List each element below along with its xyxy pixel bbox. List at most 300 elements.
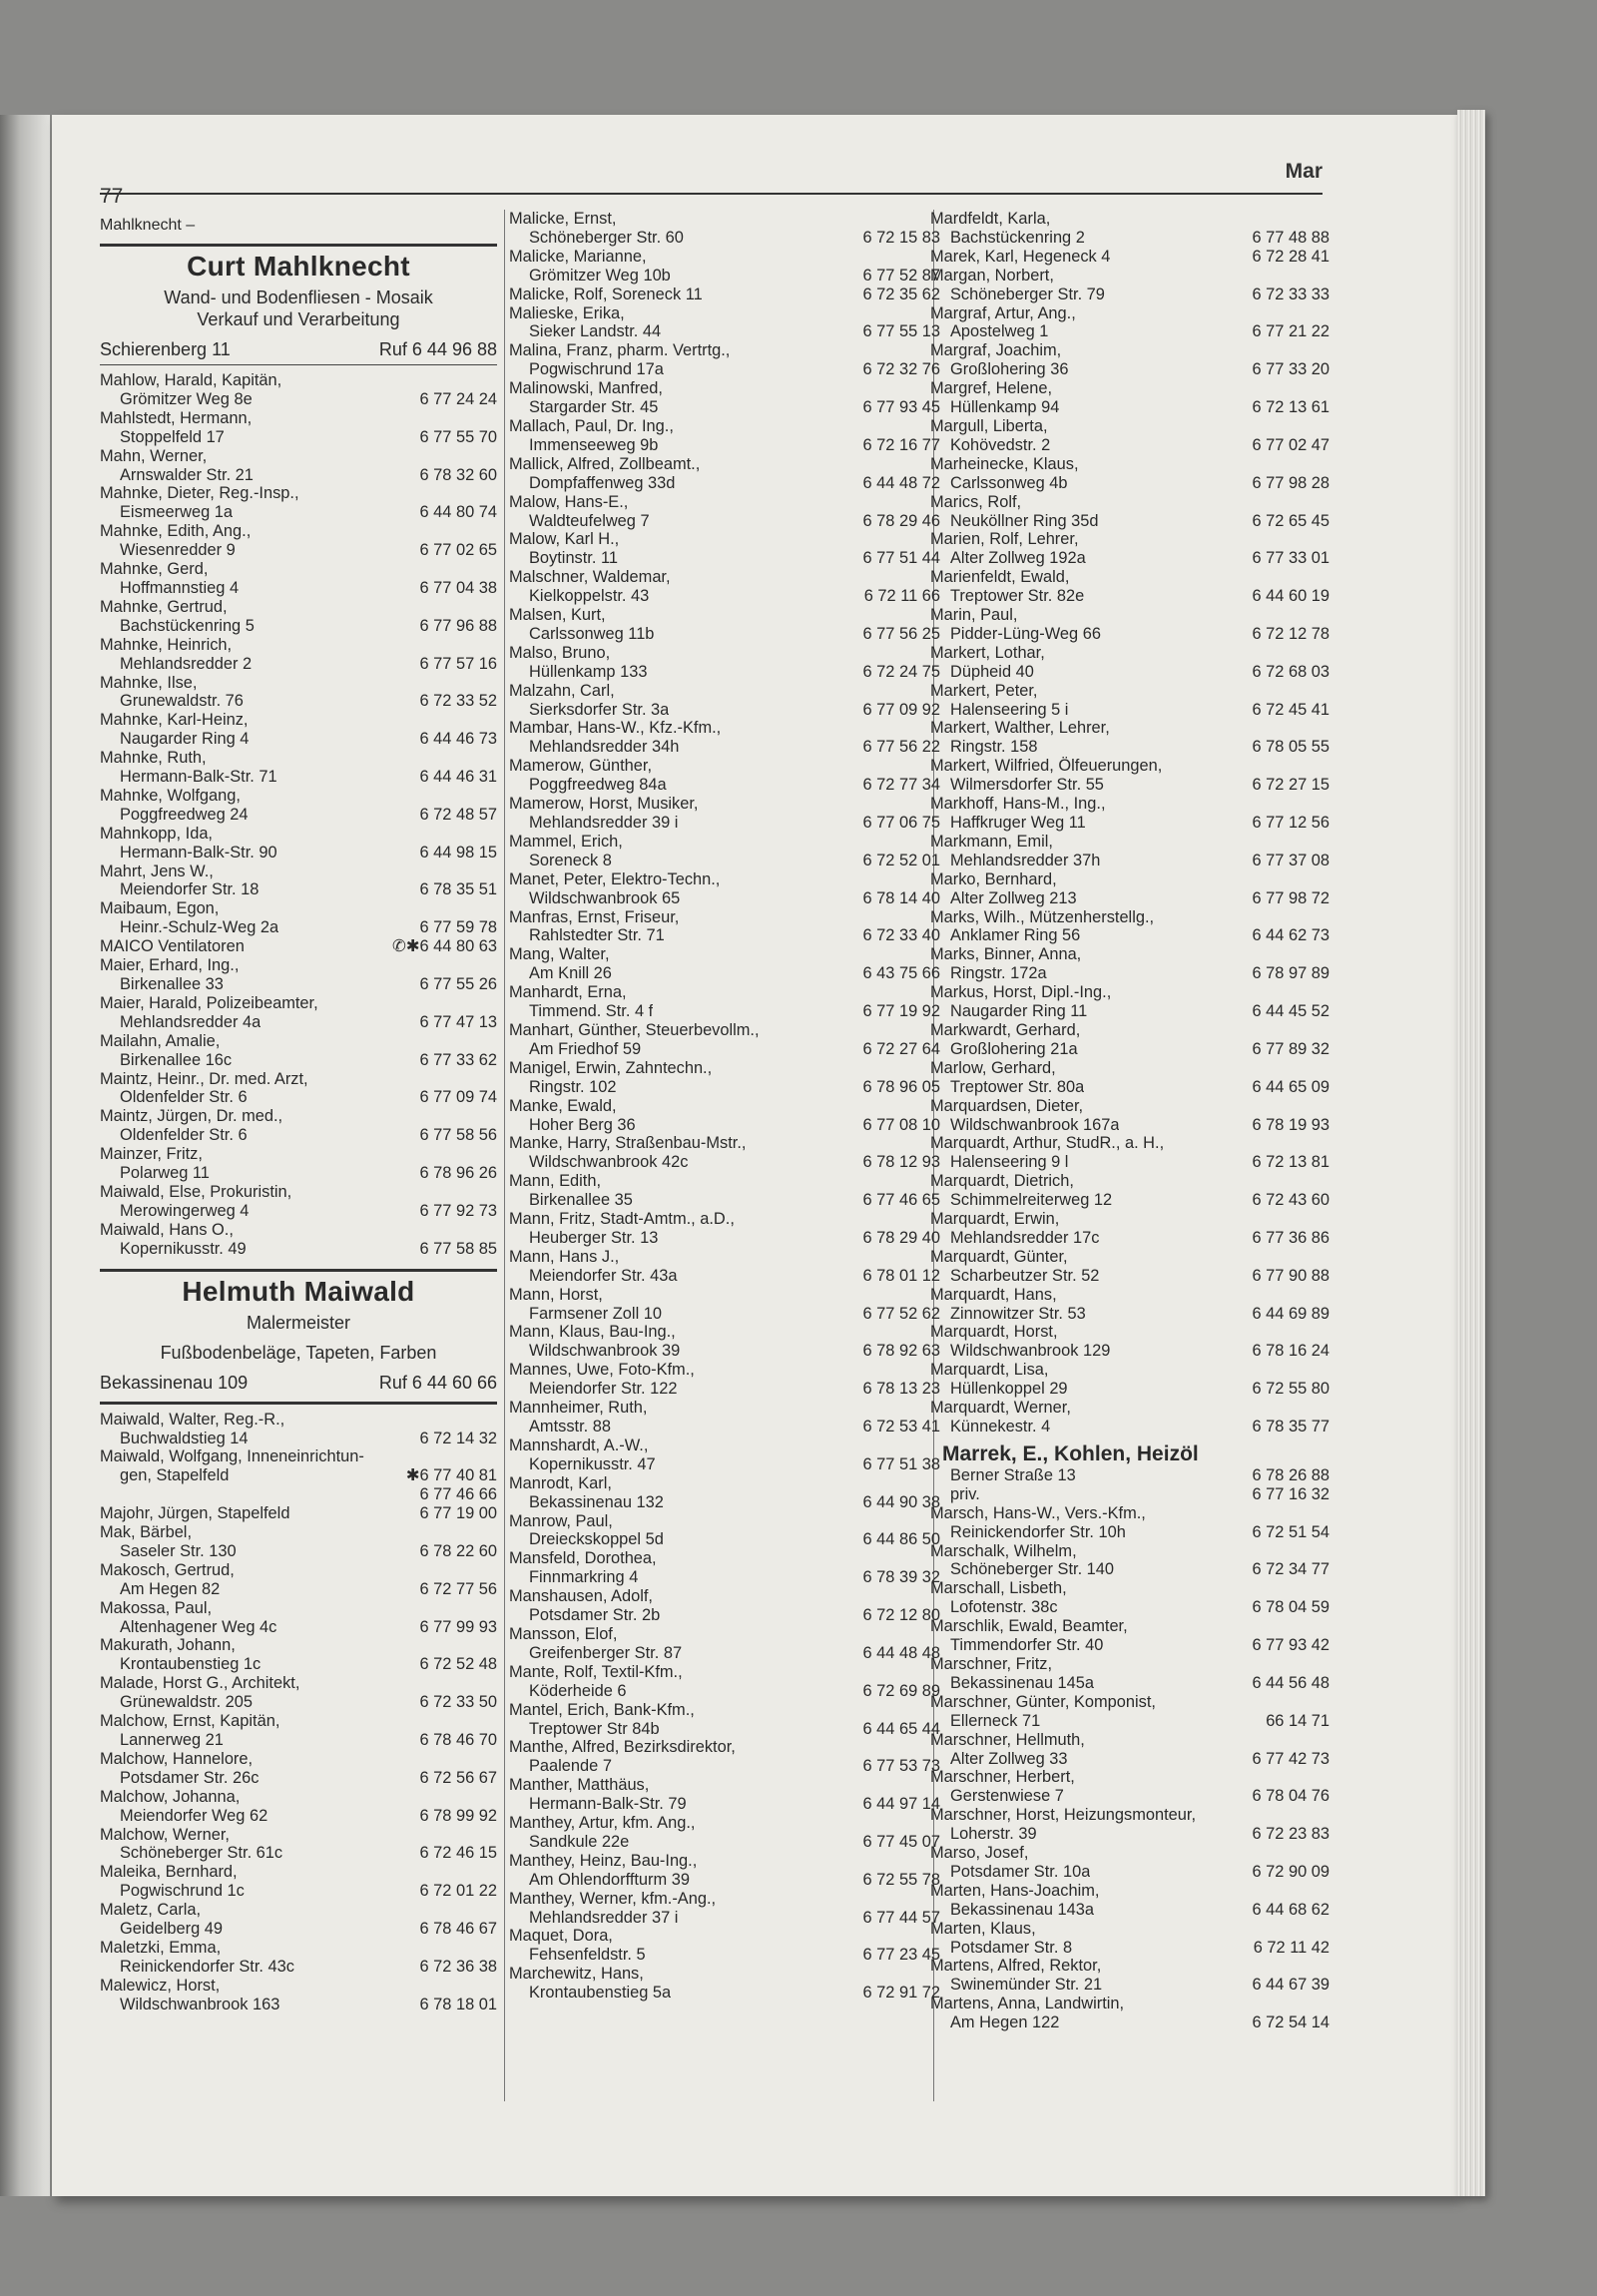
entry-phone: ✆✱6 44 80 63: [392, 937, 497, 956]
entry-name: Markert, Walther, Lehrer,: [930, 719, 1110, 738]
directory-entry: [100, 994, 497, 1032]
entry-name: Mann, Edith,: [509, 1172, 602, 1191]
entry-address: Lofotenstr. 38c: [950, 1598, 1058, 1617]
ad-rule: [100, 1402, 497, 1405]
entry-address: Ringstr. 102: [529, 1077, 617, 1096]
entry-name: Mahnke, Karl-Heinz,: [100, 711, 249, 730]
entry-name: Marten, Hans-Joachim,: [930, 1881, 1100, 1900]
entry-name: Markus, Horst, Dipl.-Ing.,: [930, 983, 1112, 1002]
entry-phone: 6 78 46 70: [419, 1731, 497, 1749]
entry-phone: 6 77 53 73: [862, 1757, 940, 1776]
directory-entry: [100, 862, 497, 900]
directory-entry: [100, 484, 497, 522]
entry-name: Mansfeld, Dorothea,: [509, 1549, 657, 1568]
entry-address: Hüllenkamp 133: [529, 662, 648, 681]
entry-name: Mahnke, Gerd,: [100, 560, 209, 579]
entry-phone: 6 44 62 73: [1252, 926, 1330, 945]
directory-entry: [509, 1474, 940, 1512]
entry-address: Saseler Str. 130: [120, 1541, 237, 1560]
entry-address: Wilmersdorfer Str. 55: [950, 776, 1104, 795]
directory-entry: [930, 870, 1330, 908]
entry-phone: 6 78 18 01: [419, 1995, 497, 2013]
entry-phone: 6 44 48 48: [862, 1643, 940, 1662]
entry-phone: 6 44 67 39: [1252, 1976, 1330, 1995]
entry-name: Maletzki, Emma,: [100, 1938, 222, 1957]
directory-entry: [930, 945, 1330, 983]
directory-entry: [930, 210, 1330, 248]
entry-name: Martens, Anna, Landwirtin,: [930, 1995, 1125, 2013]
entry-phone: 6 72 52 01: [862, 851, 940, 869]
directory-entry: [100, 1070, 497, 1108]
entry-name: Mahlstedt, Hermann,: [100, 408, 253, 427]
directory-entry: [509, 795, 940, 833]
entry-name: Marks, Binner, Anna,: [930, 945, 1082, 964]
entry-phone: 6 44 68 62: [1252, 1900, 1330, 1919]
directory-entry: [509, 1097, 940, 1135]
entry-address: Künnekestr. 4: [950, 1418, 1051, 1435]
column-3: [930, 210, 1330, 2106]
directory-entry: [930, 1210, 1330, 1248]
directory-entry: [100, 937, 497, 956]
directory-entry: [100, 1504, 497, 1523]
directory-entry: [930, 248, 1330, 267]
entry-name: Mannes, Uwe, Foto-Kfm.,: [509, 1361, 695, 1380]
directory-entry: [930, 267, 1330, 304]
running-head: Mar: [1285, 160, 1323, 183]
entry-address: Altenhagener Weg 4c: [120, 1617, 277, 1636]
entry-phone: 6 72 33 50: [419, 1693, 497, 1712]
directory-entry: [100, 1712, 497, 1750]
entry-phone: 6 78 35 77: [1252, 1418, 1330, 1435]
entry-name: Malieske, Erika,: [509, 303, 625, 322]
entry-phone: 6 72 12 78: [1252, 624, 1330, 643]
entry-address: Eismeerweg 1a: [120, 503, 233, 522]
entry-phone: 6 44 90 38: [862, 1492, 940, 1511]
firm-heading: Marrek, E., Kohlen, Heizöl: [942, 1441, 1199, 1465]
directory-entry: [930, 1059, 1330, 1097]
directory-entry: [509, 1436, 940, 1474]
entry-address: Wildschwanbrook 65: [529, 888, 681, 907]
entry-phone: 6 44 46 73: [419, 730, 497, 749]
entry-name: Mante, Rolf, Textil-Kfm.,: [509, 1662, 683, 1681]
entry-address: Geidelberg 49: [120, 1920, 223, 1939]
entry-name: Markert, Lothar,: [930, 643, 1045, 662]
entry-address: Hermann-Balk-Str. 71: [120, 768, 277, 787]
entry-address: Rahlstedter Str. 71: [529, 926, 665, 945]
entry-phone: 6 44 45 52: [1252, 1002, 1330, 1021]
entry-phone: 6 78 99 92: [419, 1806, 497, 1825]
directory-entry: [100, 787, 497, 825]
entry-name: Mailahn, Amalie,: [100, 1031, 221, 1050]
entry-name: Marschner, Herbert,: [930, 1768, 1075, 1787]
entry-address: Paalende 7: [529, 1757, 612, 1776]
entry-address: Timmend. Str. 4 f: [529, 1002, 654, 1021]
entry-phone: 6 72 27 15: [1252, 776, 1330, 795]
ad-line: Malermeister: [246, 1312, 351, 1333]
entry-address: Halenseering 5 i: [950, 700, 1069, 719]
entry-phone: 6 72 12 80: [862, 1606, 940, 1625]
directory-entry: [930, 1882, 1330, 1920]
directory-entry: [930, 455, 1330, 493]
entry-address: Köderheide 6: [529, 1681, 627, 1700]
entry-phone: 6 77 33 01: [1252, 549, 1330, 568]
entry-name: Marquardt, Werner,: [930, 1399, 1071, 1418]
directory-entry: [100, 1447, 497, 1485]
entry-address: Hüllenkoppel 29: [950, 1380, 1068, 1399]
entry-name: Malchow, Johanna,: [100, 1787, 241, 1806]
directory-entry: [509, 1852, 940, 1890]
entry-name: Makurath, Johann,: [100, 1636, 236, 1655]
directory-entry: [100, 1674, 497, 1712]
entry-phone: 6 78 97 89: [1252, 964, 1330, 983]
entry-address: Zinnowitzer Str. 53: [950, 1304, 1086, 1323]
book-page-edges: [1457, 110, 1485, 2196]
directory-entry: [930, 1844, 1330, 1882]
entry-list: [930, 1504, 1330, 2032]
entry-name: Manthe, Alfred, Bezirksdirektor,: [509, 1738, 736, 1757]
entry-phone: 6 77 92 73: [419, 1201, 497, 1220]
directory-entry: [930, 1323, 1330, 1361]
directory-entry: [509, 908, 940, 946]
entry-name: Malso, Bruno,: [509, 643, 611, 662]
entry-name: Mahnke, Edith, Ang.,: [100, 522, 252, 541]
entry-phone: 6 72 33 33: [1252, 285, 1330, 303]
entry-phone: 6 72 13 81: [1252, 1153, 1330, 1172]
directory-entry: [930, 757, 1330, 795]
directory-entry: [509, 1965, 940, 2003]
entry-name: Malchow, Werner,: [100, 1825, 230, 1844]
entry-address: Schimmelreiterweg 12: [950, 1191, 1113, 1210]
directory-entry: [100, 598, 497, 636]
entry-name: Mannheimer, Ruth,: [509, 1399, 648, 1418]
entry-name: Margraf, Artur, Ang.,: [930, 303, 1076, 322]
entry-name: Markwardt, Gerhard,: [930, 1020, 1081, 1039]
directory-entry: [509, 870, 940, 908]
entry-phone: 6 77 57 16: [419, 654, 497, 673]
entry-phone: 6 44 56 48: [1252, 1673, 1330, 1692]
entry-name: Marschner, Günter, Komponist,: [930, 1692, 1156, 1711]
entry-phone: 6 77 52 62: [862, 1304, 940, 1323]
entry-name: Malschner, Waldemar,: [509, 568, 671, 587]
entry-phone: 6 77 46 65: [862, 1191, 940, 1210]
ad-address: Bekassinenau 109: [100, 1372, 249, 1393]
directory-entry: [930, 1920, 1330, 1958]
entry-name: Mahnkopp, Ida,: [100, 824, 213, 843]
entry-phone: 6 77 33 62: [419, 1050, 497, 1069]
entry-name: Marsch, Hans-W., Vers.-Kfm.,: [930, 1503, 1146, 1522]
directory-entry: [930, 493, 1330, 531]
entry-address: Grünewaldstr. 205: [120, 1693, 254, 1712]
entry-phone: 6 77 19 92: [862, 1002, 940, 1021]
entry-name: Margan, Norbert,: [930, 266, 1054, 285]
ad-line: Wand- und Bodenfliesen - Mosaik: [164, 287, 433, 307]
entry-phone: 6 72 90 09: [1252, 1862, 1330, 1881]
entry-name: Marschlik, Ewald, Beamter,: [930, 1617, 1128, 1636]
entry-name: Mahn, Werner,: [100, 446, 208, 465]
entry-name: Marchewitz, Hans,: [509, 1965, 644, 1984]
entry-name: Markhoff, Hans-M., Ing.,: [930, 795, 1106, 814]
entry-phone: 6 72 68 03: [1252, 662, 1330, 681]
directory-entry: [100, 1977, 497, 2014]
entry-address: Bekassinenau 143a: [950, 1900, 1094, 1919]
entry-address: Fehsenfeldstr. 5: [529, 1946, 646, 1965]
directory-entry: [100, 956, 497, 994]
directory-entry: [100, 636, 497, 674]
entry-address: Mehlandsredder 37 i: [529, 1908, 679, 1927]
entry-address: Dreieckskoppel 5d: [529, 1530, 664, 1549]
entry-phone: 6 44 80 74: [419, 503, 497, 522]
entry-phone: 6 77 48 88: [1252, 228, 1330, 247]
entry-name: Mahnke, Dieter, Reg.-Insp.,: [100, 484, 299, 503]
entry-phone: 6 78 26 88: [1252, 1465, 1330, 1484]
entry-phone: 6 72 32 76: [862, 360, 940, 379]
entry-phone: 6 72 55 78: [862, 1870, 940, 1889]
entry-name: Makosch, Gertrud,: [100, 1560, 235, 1579]
entry-address: Potsdamer Str. 26c: [120, 1768, 260, 1787]
entry-phone: 6 77 06 75: [862, 814, 940, 832]
directory-entry: [509, 493, 940, 531]
entry-address: Wildschwanbrook 163: [120, 1995, 280, 2013]
entry-address: Alter Zollweg 192a: [950, 549, 1086, 568]
entry-address: Bachstückenring 2: [950, 228, 1085, 247]
entry-list: [509, 210, 940, 2003]
entry-address: Reinickendorfer Str. 10h: [950, 1522, 1126, 1541]
entry-address: Kopernikusstr. 47: [529, 1454, 656, 1473]
entry-address: Am Hegen 122: [950, 2013, 1060, 2032]
entry-phone: 6 77 52 87: [862, 266, 940, 285]
directory-entry: [100, 1863, 497, 1901]
entry-phone: 6 78 92 63: [862, 1342, 940, 1361]
directory-entry: [509, 1361, 940, 1399]
entry-phone: 6 77 58 56: [419, 1126, 497, 1145]
entry-address: Sierksdorfer Str. 3a: [529, 700, 670, 719]
entry-name: Mammel, Erich,: [509, 832, 623, 851]
entry-address: Kopernikusstr. 49: [120, 1239, 247, 1258]
entry-address: priv.: [950, 1484, 980, 1503]
entry-name: Mann, Klaus, Bau-Ing.,: [509, 1323, 676, 1342]
entry-address: Bekassinenau 132: [529, 1492, 664, 1511]
directory-entry: [930, 1097, 1330, 1135]
entry-address: Meiendorfer Weg 62: [120, 1806, 268, 1825]
entry-phone: 6 78 19 93: [1252, 1115, 1330, 1134]
ad-curt-mahlknecht: [100, 216, 497, 365]
entry-name: Mak, Bärbel,: [100, 1523, 193, 1542]
entry-address: Pidder-Lüng-Weg 66: [950, 624, 1101, 643]
entry-name: Marquardt, Arthur, StudR., a. H.,: [930, 1134, 1165, 1153]
entry-phone: 6 72 24 75: [862, 662, 940, 681]
entry-phone: 6 77 96 88: [419, 616, 497, 635]
entry-address: Wildschwanbrook 129: [950, 1342, 1111, 1361]
entry-name: Maintz, Jürgen, Dr. med.,: [100, 1107, 283, 1126]
entry-phone: 6 72 33 40: [862, 926, 940, 945]
column-1: [100, 210, 497, 2106]
directory-entry: [100, 560, 497, 598]
entry-list: [100, 1411, 497, 2014]
entry-name: Mahnke, Gertrud,: [100, 597, 228, 616]
entry-name: Majohr, Jürgen, Stapelfeld: [100, 1504, 290, 1523]
entry-phone: 6 72 14 32: [419, 1429, 497, 1447]
entry-address: Stoppelfeld 17: [120, 427, 225, 446]
entry-phone: 6 44 86 50: [862, 1530, 940, 1549]
entry-name: Marienfeldt, Ewald,: [930, 568, 1070, 587]
entry-phone: 6 72 27 64: [862, 1039, 940, 1058]
entry-name: Maiwald, Hans O.,: [100, 1220, 234, 1239]
entry-phone: 6 77 19 00: [419, 1504, 497, 1523]
entry-name: Mainzer, Fritz,: [100, 1145, 203, 1164]
entry-address: Schöneberger Str. 61c: [120, 1844, 283, 1863]
entry-address: Bekassinenau 145a: [950, 1673, 1094, 1692]
entry-phone: 6 72 45 41: [1252, 700, 1330, 719]
directory-entry: [100, 1939, 497, 1977]
directory-entry: [930, 983, 1330, 1021]
entry-phone: 6 77 42 73: [1252, 1749, 1330, 1768]
directory-entry: [930, 304, 1330, 342]
directory-entry: [509, 1323, 940, 1361]
entry-name: Mannshardt, A.-W.,: [509, 1435, 649, 1454]
entry-phone: 6 72 33 52: [419, 692, 497, 711]
entry-name: MAICO Ventilatoren: [100, 937, 245, 956]
entry-name: Malicke, Ernst,: [509, 210, 617, 228]
entry-address: Wildschwanbrook 39: [529, 1342, 681, 1361]
entry-name: Marquardt, Hans,: [930, 1285, 1057, 1304]
ad-address: Schierenberg 11: [100, 339, 231, 359]
entry-name: Marschner, Fritz,: [930, 1654, 1053, 1673]
directory-entry: [509, 1021, 940, 1059]
entry-phone: 6 77 37 08: [1252, 851, 1330, 869]
directory-entry: [100, 1599, 497, 1637]
entry-name: Mahnke, Ruth,: [100, 749, 207, 768]
entry-address: Krontaubenstieg 5a: [529, 1984, 672, 2003]
directory-entry: [509, 1890, 940, 1928]
entry-address: Lannerweg 21: [120, 1731, 224, 1749]
directory-entry: [930, 833, 1330, 870]
entry-name: Marschalk, Wilhelm,: [930, 1541, 1077, 1560]
entry-phone: 6 77 58 85: [419, 1239, 497, 1258]
directory-entry: [509, 1625, 940, 1663]
entry-address: Schöneberger Str. 140: [950, 1560, 1115, 1579]
entry-address: Anklamer Ring 56: [950, 926, 1081, 945]
entry-name: Manrodt, Karl,: [509, 1473, 612, 1492]
entry-address: Mehlandsredder 2: [120, 654, 253, 673]
entry-address: Treptower Str. 80a: [950, 1077, 1085, 1096]
directory-entry: [100, 522, 497, 560]
entry-name: Marquardt, Horst,: [930, 1323, 1058, 1342]
entry-name: Maquet, Dora,: [509, 1927, 613, 1946]
entry-phone: 6 77 36 86: [1252, 1228, 1330, 1247]
entry-address: Berner Straße 13: [950, 1465, 1076, 1484]
entry-name: Marso, Josef,: [930, 1844, 1029, 1863]
entry-address: Swinemünder Str. 21: [950, 1976, 1103, 1995]
entry-address: Finnmarkring 4: [529, 1568, 639, 1587]
entry-phone: 6 77 56 22: [862, 738, 940, 757]
directory-entry: [930, 1768, 1330, 1806]
entry-phone: 6 77 55 70: [419, 427, 497, 446]
ad-company-name: Curt Mahlknecht: [187, 251, 410, 282]
directory-entry: [509, 568, 940, 606]
directory-entry: [509, 1399, 940, 1436]
entry-address: Dompfaffenweg 33d: [529, 473, 676, 492]
directory-entry: [100, 1107, 497, 1145]
entry-address: Hüllenkamp 94: [950, 398, 1060, 417]
entry-address: Schöneberger Str. 79: [950, 285, 1105, 303]
entry-name: Marquardsen, Dieter,: [930, 1096, 1084, 1115]
directory-entry: [930, 530, 1330, 568]
entry-phone: 6 77 09 74: [419, 1088, 497, 1107]
entry-address: Am Ohlendorffturm 39: [529, 1870, 690, 1889]
directory-entry: [509, 833, 940, 870]
entry-phone: 6 77 98 72: [1252, 888, 1330, 907]
entry-address: Naugarder Ring 4: [120, 730, 250, 749]
entry-address: Birkenallee 16c: [120, 1050, 233, 1069]
entry-name: Maiwald, Walter, Reg.-R.,: [100, 1410, 285, 1429]
entry-address: Treptower Str. 82e: [950, 587, 1085, 606]
entry-name: Marten, Klaus,: [930, 1919, 1036, 1938]
directory-entry: [930, 1731, 1330, 1769]
directory-entry: [509, 1738, 940, 1776]
entry-phone: 6 77 99 93: [419, 1617, 497, 1636]
entry-name: Marheinecke, Klaus,: [930, 454, 1079, 473]
entry-address: Sandkule 22e: [529, 1832, 630, 1851]
entry-name: Manthey, Heinz, Bau-Ing.,: [509, 1851, 698, 1870]
directory-entry: [509, 606, 940, 644]
directory-entry: [100, 371, 497, 409]
entry-phone: 6 72 46 15: [419, 1844, 497, 1863]
entry-phone: 6 44 97 14: [862, 1795, 940, 1814]
directory-entry: [930, 1248, 1330, 1286]
directory-entry: [930, 606, 1330, 644]
entry-name: Marek, Karl, Hegeneck 4: [930, 247, 1111, 266]
entry-marrek: [930, 1442, 1330, 1504]
entry-name: Mahnke, Wolfgang,: [100, 786, 241, 805]
entry-address: Reinickendorfer Str. 43c: [120, 1957, 294, 1976]
entry-phone: 6 44 46 31: [419, 768, 497, 787]
entry-phone: 6 77 98 28: [1252, 473, 1330, 492]
entry-phone: 6 72 69 89: [862, 1681, 940, 1700]
entry-name: Makossa, Paul,: [100, 1598, 213, 1617]
entry-name: Marquardt, Günter,: [930, 1247, 1068, 1266]
entry-name: Marlow, Gerhard,: [930, 1058, 1056, 1077]
directory-entry: [930, 1021, 1330, 1059]
directory-entry: [100, 1636, 497, 1674]
directory-entry: [509, 644, 940, 682]
entry-name: Manther, Matthäus,: [509, 1776, 650, 1795]
entry-phone: 6 72 53 41: [862, 1418, 940, 1435]
directory-entry: [930, 1172, 1330, 1210]
entry-name: Margref, Helene,: [930, 379, 1053, 398]
entry-phone: 6 72 13 61: [1252, 398, 1330, 417]
entry-address: Ringstr. 172a: [950, 964, 1047, 983]
directory-entry: [509, 417, 940, 455]
entry-address: Ellerneck 71: [950, 1711, 1041, 1730]
entry-phone: 6 72 11 66: [863, 587, 940, 606]
directory-entry: [100, 1032, 497, 1070]
directory-entry: [509, 1701, 940, 1739]
entry-name: Mahnke, Heinrich,: [100, 635, 233, 654]
entry-address: Meiendorfer Str. 43a: [529, 1266, 678, 1285]
entry-phone: 6 72 35 62: [862, 285, 940, 303]
entry-address: Düpheid 40: [950, 662, 1034, 681]
directory-entry: [509, 341, 940, 379]
entry-address: Mehlandsredder 34h: [529, 738, 680, 757]
directory-entry: [509, 757, 940, 795]
entry-name: Maintz, Heinr., Dr. med. Arzt,: [100, 1069, 308, 1088]
entry-name: Manigel, Erwin, Zahntechn.,: [509, 1058, 713, 1077]
entry-name: Martens, Alfred, Rektor,: [930, 1957, 1102, 1976]
entry-address: Immenseeweg 9b: [529, 435, 659, 454]
directory-entry: [930, 1361, 1330, 1399]
entry-phone: 6 78 32 60: [419, 465, 497, 484]
directory-entry: [100, 409, 497, 447]
